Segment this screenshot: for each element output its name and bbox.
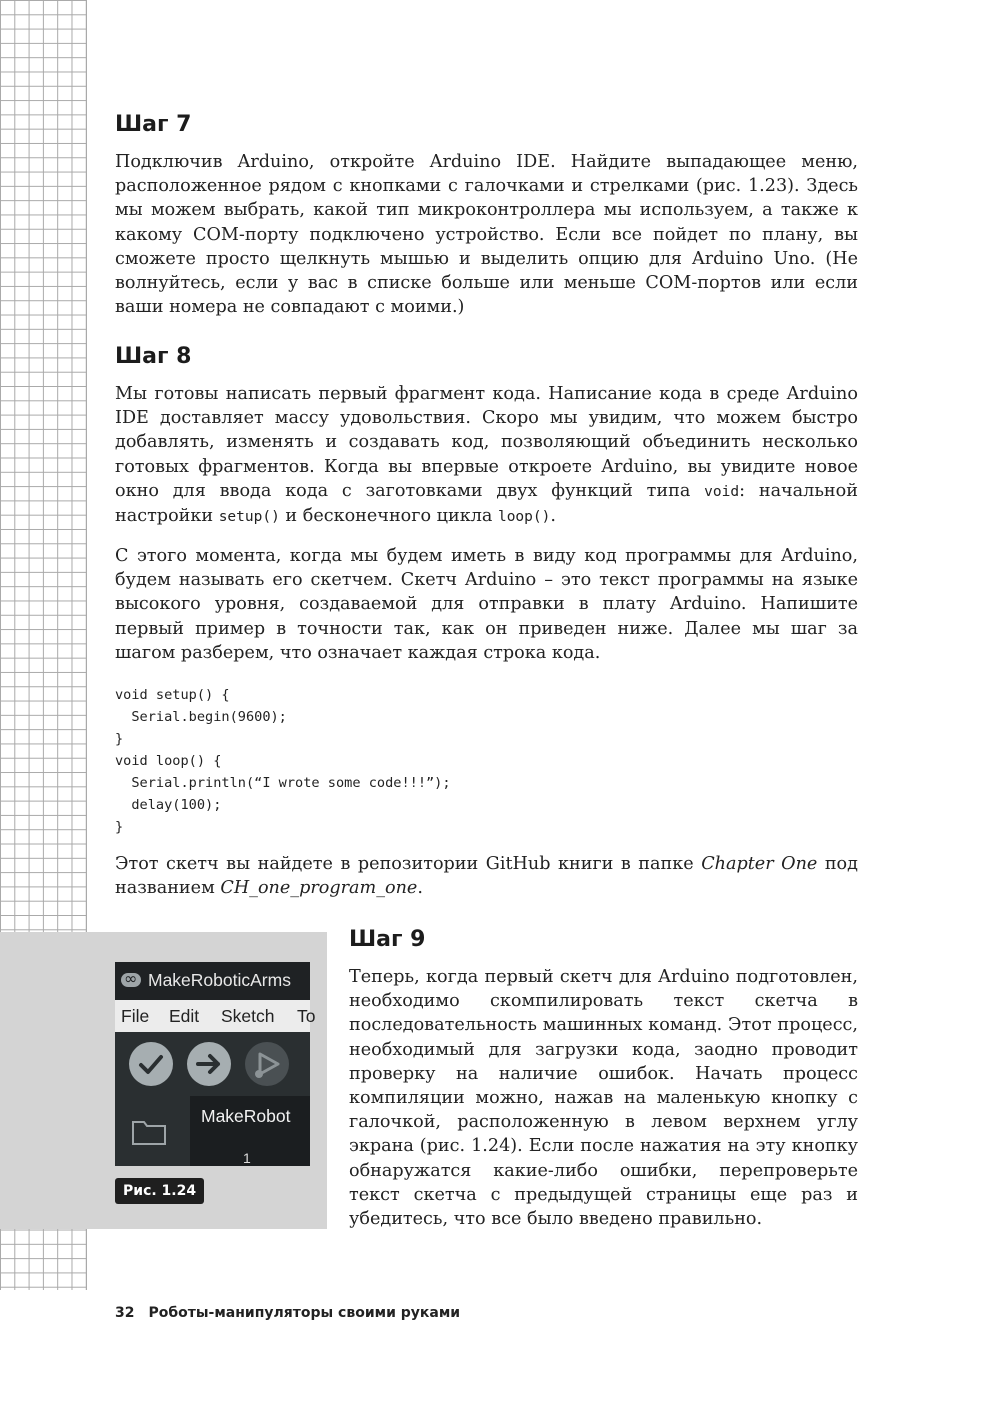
step8-heading: Шаг 8 <box>115 344 192 369</box>
ide-window-title: MakeRoboticArms <box>148 970 291 990</box>
menu-sketch: Sketch <box>221 1006 275 1026</box>
menu-file: File <box>121 1006 150 1026</box>
folder-icon <box>131 1116 167 1146</box>
arduino-ide-screenshot <box>115 962 316 1166</box>
inline-code-void: void <box>704 483 740 500</box>
code-listing: void setup() { Serial.begin(9600); } void loop() { Serial.println(“I wrote some code!!!”); delay(100); } <box>115 687 451 835</box>
step8-paragraph-2: С этого момента, когда мы будем иметь в виду код программы для Arduino, будем называть его скетчем. Скетч Arduino – это текст программы на языке высокого уровня, создаваемой для отправки в плату Arduino. Напишите первый пример в точности так, как он приведен ниже. Далее мы шаг за шагом разберем, что означает каждая строка кода. <box>115 546 858 663</box>
inline-code-loop: loop() <box>497 509 551 526</box>
folder-name: Chapter One <box>701 854 818 874</box>
upload-icon <box>187 1042 231 1086</box>
step8-paragraph-3: Этот скетч вы найдете в репозитории GitHub книги в папке Chapter One под названием CH_one_program_one. <box>115 854 858 899</box>
inline-code-setup: setup() <box>218 509 280 526</box>
figure-caption: Рис. 1.24 <box>115 1178 204 1204</box>
ide-menubar <box>115 1000 316 1032</box>
step8-paragraph-1: Мы готовы написать первый фрагмент кода. Написание кода в среде Arduino IDE доставляет массу удовольствия. Скоро мы увидим, что можем быстро добавлять, изменять и создавать код, позволяющий объединить несколько готовых фрагментов. Когда вы впервые откроете Arduino, вы увидите новое окно для ввода кода с заготовками двух функций типа void: начальной настройки setup() и бесконечного цикла loop(). <box>115 384 858 527</box>
ide-line-number: 1 <box>243 1150 251 1166</box>
page-number: 32 <box>115 1305 135 1321</box>
ide-tab-name: MakeRobot <box>201 1106 291 1126</box>
menu-tools: To <box>297 1006 316 1026</box>
sketch-name: CH_one_program_one <box>220 878 418 899</box>
debug-icon <box>245 1042 289 1086</box>
step9-heading: Шаг 9 <box>349 927 426 952</box>
verify-icon <box>129 1042 173 1086</box>
step9-paragraph: Теперь, когда первый скетч для Arduino подготовлен, необходимо скомпилировать текст скетча в последовательность машинных команд. Этот процесс, необходимый для загрузки кода, заодно проводит проверку на наличие ошибок. Начать процесс компиляции можно, нажав на маленькую кнопку с галочкой, расположенную в левом верхнем углу экрана (рис. 1.24). Если после нажатия на эту кнопку обнаружатся какие-либо ошибки, перепроверьте текст скетча с предыдущей страницы еще раз и убедитесь, что все было введено правильно. <box>349 967 858 1230</box>
menu-edit: Edit <box>169 1006 200 1026</box>
book-title: Роботы-манипуляторы своими руками <box>148 1305 461 1321</box>
page-footer <box>115 1305 460 1321</box>
step7-heading: Шаг 7 <box>115 112 192 137</box>
arduino-logo-icon <box>121 973 141 987</box>
step7-paragraph: Подключив Arduino, откройте Arduino IDE. Найдите выпадающее меню, расположенное рядом с кнопками с галочками и стрелками (рис. 1.23). Здесь мы можем выбрать, какой тип микроконтроллера мы используем, а также к какому COM-порту подключено устройство. Если все пойдет по плану, вы сможете просто щелкнуть мышью и выделить опцию для Arduino Uno. (Не волнуйтесь, если у вас в списке больше или меньше COM-портов или если ваши номера не совпадают с моими.) <box>115 152 858 318</box>
ide-titlebar <box>115 962 310 1000</box>
